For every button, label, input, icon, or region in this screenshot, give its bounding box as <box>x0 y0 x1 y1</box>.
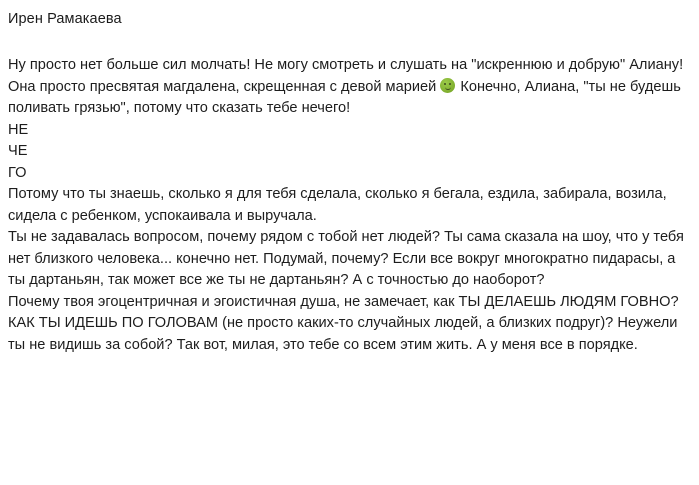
post-author-name: Ирен Рамакаева <box>8 11 122 27</box>
post-paragraph-3: ЧЕ <box>8 143 28 159</box>
post-paragraph-6: Ты не задавалась вопросом, почему рядом с тобой нет людей? Ты сама сказала на шоу, что у тебя нет близкого человека... конечно нет. Подумай, почему? Если все вокруг многократно пидарасы, а ты дартаньян, так может все же ты не дартаньян? А с точностью до наоборот? <box>8 229 688 288</box>
paragraph-1-text-after-emoji: Конечно, Алиана, "ты не будешь поливать грязью", потому что сказать тебе нечего! <box>8 78 685 116</box>
paragraph-1-text-before-emoji: Ну просто нет больше сил молчать! Не могу смотреть и слушать на "искреннюю и добрую" Алиану! Она просто пресвятая магдалена, скрещенная с девой марией <box>8 57 688 95</box>
post-paragraph-5: Потому что ты знаешь, сколько я для тебя сделала, сколько я бегала, ездила, забирала, возила, сидела с ребенком, успокаивала и выручала. <box>8 186 671 224</box>
post-paragraph-7: Почему твоя эгоцентричная и эгоистичная душа, не замечает, как ТЫ ДЕЛАЕШЬ ЛЮДЯМ ГОВНО? КАК ТЫ ИДЕШЬ ПО ГОЛОВАМ (не просто каких-то случайных людей, а близких подруг)? Неужели ты не видишь за собой? Так вот, милая, это тебе со всем этим жить. А у меня все в порядке. <box>8 293 683 353</box>
nauseated-face-emoji <box>440 78 455 93</box>
post-paragraph-4: ГО <box>8 164 27 181</box>
post-text-body <box>6 55 689 356</box>
post-paragraph-1 <box>8 55 689 120</box>
post-paragraph-2: НЕ <box>8 121 29 138</box>
